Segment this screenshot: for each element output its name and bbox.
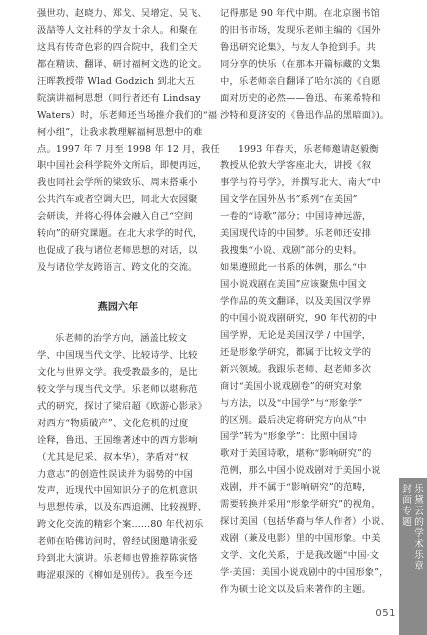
paragraph-gap: [220, 125, 386, 142]
text-line: 作为硕士论文以及后来著作的主题。: [220, 583, 372, 595]
text-line: 发声，近现代中国知识分子的危机意识: [37, 485, 198, 497]
text-line: 歌对于美国诗歌，堪称“影响研究”的: [220, 448, 372, 460]
text-line: 我搜集“小说、戏剧”部分的史料。: [220, 245, 363, 257]
text-line: 范例，那么中国小说戏剧对于美国小说: [220, 465, 381, 477]
text-line: 院演讲福柯思想（同行者还有 Lindsay: [37, 92, 201, 104]
section-side-tab: [399, 478, 427, 635]
text-line: 与思想传承，以及东西追溯、比较视野、: [37, 502, 208, 514]
page-number: 051: [375, 608, 396, 619]
text-line: 的旧书市场，发现乐老师主编的《国外: [220, 24, 381, 36]
text-line: 的区别。最后决定将研究方向从“中: [220, 414, 367, 426]
text-line: 学·美国：美国小说戏剧中的中国形象”，: [220, 566, 389, 578]
right-column: [220, 6, 391, 599]
left-top-paragraph: [37, 6, 220, 277]
text-line: 诠释，鲁迅、王国维著述中的西方影响: [37, 434, 198, 446]
text-line: 还是形象学研究，都属于比较文学的: [220, 346, 372, 358]
text-line: 国小说戏剧在美国”应该聚焦中国文: [220, 279, 367, 290]
text-line: 国学”转为“形象学”：比照中国诗: [220, 431, 358, 443]
left-bottom-paragraph: [37, 331, 208, 585]
text-line: 转向”的研究课题。在北大求学的时代，: [37, 228, 203, 240]
text-line: 学作品的英文翻译，以及美国汉学界: [220, 295, 372, 307]
text-line: Waters）时，乐老师还当场推介我们的“福: [37, 109, 218, 121]
text-line: 乐老师的治学方向，涵盖比较文: [55, 333, 188, 344]
text-line: 鲁迅研究论集》，与友人争抢到手。共: [220, 41, 376, 53]
text-line: 教授从伦敦大学客座北大，讲授《叙: [220, 160, 372, 172]
section-heading: 燕园六年: [97, 302, 139, 313]
text-line: 玲到北大演讲。乐老师也曾推荐陈寅恪: [37, 553, 198, 565]
text-line: 我也同社会学所的梁致乐、周末搭乘小: [37, 177, 198, 189]
text-line: 汪晖教授带 Wlad Godzich 到北大五: [37, 75, 196, 87]
text-line: 国文学在国外丛书”系列“在美国”: [220, 194, 358, 206]
text-line: 也促成了我与诸位老师思想的对话，以: [37, 245, 198, 257]
text-line: 点。1997 年 7 月至 1998 年 12 月，我任: [37, 143, 220, 155]
left-column: [37, 6, 220, 585]
text-line: 戏剧（兼及电影）里的中国形象。中美: [220, 533, 381, 545]
text-line: 柯小组”，让我求教理解福柯思想中的难: [37, 126, 203, 138]
text-line: 汲喆等人文社科的学友十余人。和聚在: [37, 24, 198, 36]
text-line: 探讨美国（包括华裔与华人作者）小说、: [220, 516, 391, 528]
text-line: 强世功、赵晓力、郑戈、吴增定、吴飞、: [37, 8, 208, 19]
text-line: 式的研究，探讨了梁启超《欧游心影录》: [37, 400, 208, 412]
text-line: 沙特和夏济安的《鲁迅作品的黑暗面》)。: [220, 109, 390, 121]
text-line: 一卷的“诗歌”部分；中国诗神远游，: [220, 211, 372, 223]
text-line: 与方法，以及“中国学”与“形象学”: [220, 397, 363, 409]
text-line: 事学与符号学》，并撰写北大、南大“中: [220, 177, 381, 189]
text-line: 记得那是 90 年代中期。在北京图书馆: [220, 8, 381, 19]
text-line: 学、中国现当代文学、比较诗学、比较: [37, 349, 198, 361]
text-line: 对西方“物质破产”、文化危机的过度: [37, 417, 189, 429]
text-line: 中，乐老师亲自翻译了哈尔滨的《自愿: [220, 75, 381, 87]
text-line: 较文学与现当代文学。乐老师以堪称范: [37, 383, 198, 395]
text-line: （尤其是尼采、叔本华），茅盾对“权: [37, 451, 189, 463]
side-tab-subtitle: 乐黛云的学术乐章: [414, 484, 424, 572]
text-line: 职中国社会科学院外文所后，即便再远，: [37, 160, 208, 172]
text-line: 国学界，无论是美国汉学 / 中国学，: [220, 329, 372, 341]
text-line: 商讨“美国小说戏剧卷”的研究对象: [220, 380, 363, 392]
text-line: 晦涩艰深的《柳如是别传》。我至今还: [37, 570, 193, 582]
text-line: 公共汽车或者空调大巴，同北大农园聚: [37, 194, 198, 206]
text-line: 跨文化交流的精彩个案……80 年代初乐: [37, 519, 204, 531]
text-line: 1993 年春天，乐老师邀请赵毅衡: [238, 143, 379, 155]
text-line: 老师在哈佛访问时，曾经试图邀请张爱: [37, 536, 198, 548]
text-line: 美国现代诗的中国梦。乐老师还安排: [220, 228, 372, 240]
text-line: 力意志”的创造性误读并为弱势的中国: [37, 468, 194, 480]
text-line: 的中国小说戏剧研究，90 年代初的中: [220, 312, 377, 324]
text-line: 及与诸位学友跨语言、跨文化的交流。: [37, 262, 198, 274]
text-line: 都在精读、翻译、研讨福柯文选的论文。: [37, 58, 208, 70]
text-line: 文化与世界文学。我受教最多的，是比: [37, 366, 198, 378]
text-line: 需要转换并采用“形象学研究”的视角，: [220, 499, 381, 511]
text-line: 新兴领域。我跟乐老师、赵老师多次: [220, 363, 372, 375]
text-line: 戏剧，并不属于“影响研究”的范畴，: [220, 482, 372, 494]
side-tab-label: 封面专题: [402, 484, 412, 528]
text-line: 面对历史的必然——鲁迅、布莱希特和: [220, 92, 381, 104]
text-line: 这具有传奇色彩的四合院中，我们全天: [37, 41, 198, 53]
text-line: 会研读，并将心得体会融入自己“空间: [37, 211, 194, 223]
text-line: 文学、文化关系，于是我改题“中国·文: [220, 550, 380, 561]
text-line: 如果遵照此一书系的体例，那么“中: [220, 262, 367, 274]
text-line: 同分享的快乐（在那本开篇标藏的文集: [220, 58, 381, 70]
